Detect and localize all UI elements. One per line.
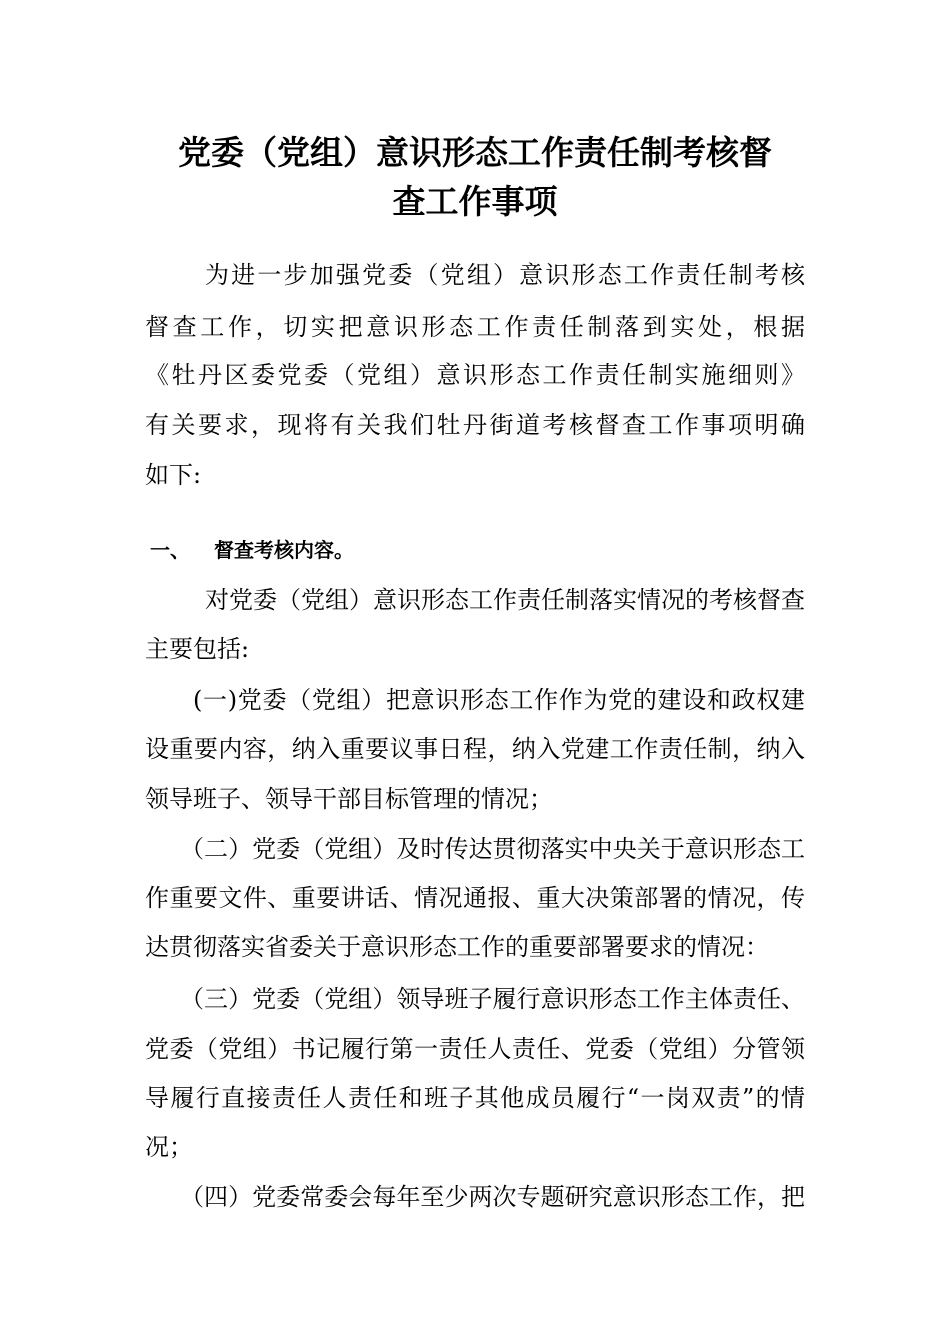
intro-line: 《牡丹区委党委（党组）意识形态工作责任制实施细则》 <box>145 361 805 389</box>
list-item-line: 导履行直接责任人责任和班子其他成员履行“一岗双责”的情 <box>145 1084 805 1112</box>
paragraph-line: 主要包括: <box>145 635 250 663</box>
list-item-line: 况； <box>145 1133 193 1161</box>
section-heading: 督查考核内容。 <box>214 538 354 562</box>
document-title-line-1: 党委（党组）意识形态工作责任制考核督 <box>178 133 772 172</box>
list-item-line: (一)党委（党组）把意识形态工作作为党的建设和政权建 <box>193 686 805 714</box>
list-item-line: 领导班子、领导干部目标管理的情况； <box>145 785 553 813</box>
paragraph-line: 对党委（党组）意识形态工作责任制落实情况的考核督查 <box>205 586 805 614</box>
list-item-line: （四）党委常委会每年至少两次专题研究意识形态工作，把 <box>180 1183 805 1211</box>
list-item-line: （三）党委（党组）领导班子履行意识形态工作主体责任、 <box>180 985 805 1013</box>
list-item-line: 设重要内容，纳入重要议事日程，纳入党建工作责任制，纳入 <box>145 735 805 763</box>
list-item-line: 达贯彻落实省委关于意识形态工作的重要部署要求的情况： <box>145 933 769 961</box>
intro-line: 如下: <box>145 461 202 489</box>
intro-line: 为进一步加强党委（党组）意识形态工作责任制考核 <box>205 261 805 289</box>
intro-line: 有关要求，现将有关我们牡丹街道考核督查工作事项明确 <box>145 411 805 439</box>
intro-line: 督查工作，切实把意识形态工作责任制落到实处，根据 <box>145 313 805 341</box>
list-item-line: 党委（党组）书记履行第一责任人责任、党委（党组）分管领 <box>145 1035 805 1063</box>
section-number: 一、 <box>150 538 190 562</box>
list-item-line: （二）党委（党组）及时传达贯彻落实中央关于意识形态工 <box>180 835 805 863</box>
document-title-line-2: 查工作事项 <box>392 182 558 221</box>
list-item-line: 作重要文件、重要讲话、情况通报、重大决策部署的情况，传 <box>145 884 805 912</box>
